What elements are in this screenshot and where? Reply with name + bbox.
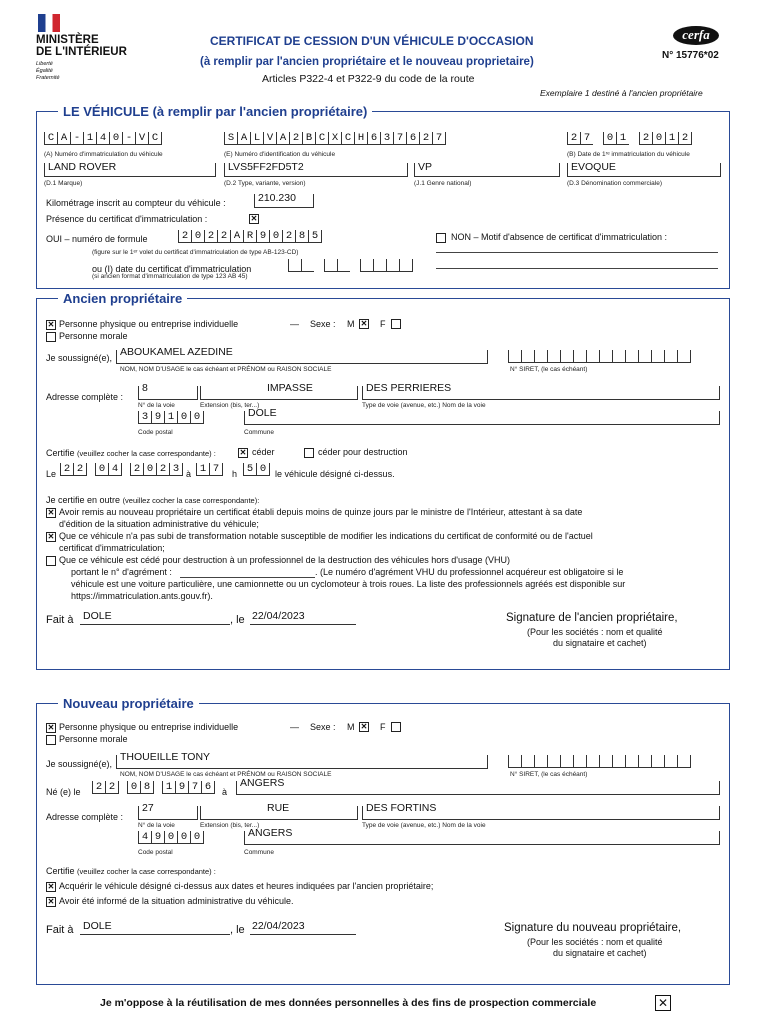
marque-field[interactable] [44, 163, 216, 177]
char-cell[interactable]: 2 [130, 463, 143, 476]
char-cell[interactable]: 1 [83, 132, 96, 145]
ancien-num-voie-label: N° de la voie [138, 402, 175, 409]
ancien-ceder-checkbox[interactable]: ✕ [239, 448, 247, 457]
immat-cells[interactable] [44, 132, 162, 145]
ancien-adresse-label: Adresse complète : [46, 392, 124, 402]
char-cell[interactable] [599, 755, 612, 768]
char-cell[interactable]: 2 [156, 463, 169, 476]
ancien-commune-label: Commune [244, 429, 274, 436]
char-cell[interactable] [612, 350, 625, 363]
republic-logo [38, 14, 60, 32]
ancien-item3-line3: véhicule est une voiture particulière, une camionnette ou un cyclomoteur à trois roues. La liste des professionnels agréés est disponible sur [71, 579, 626, 589]
non-label: NON – Motif d'absence de certificat d'immatriculation : [451, 232, 668, 242]
char-cell[interactable] [521, 350, 534, 363]
char-cell[interactable]: 7 [393, 132, 406, 145]
ministry-name-line1: MINISTÈRE [36, 34, 99, 46]
ancien-soussigne-label: Je soussigné(e), [46, 353, 113, 363]
nouveau-personne-physique-checkbox[interactable]: ✕ [47, 723, 55, 732]
char-cell[interactable] [560, 350, 573, 363]
char-cell[interactable]: B [302, 132, 315, 145]
ancien-destruction-checkbox[interactable] [304, 448, 314, 458]
ancien-personne-physique-label: Personne physique ou entreprise individuelle [59, 319, 239, 329]
char-cell[interactable] [677, 350, 691, 363]
nouveau-birth-place-value: ANGERS [240, 777, 285, 789]
char-cell[interactable]: 0 [177, 411, 190, 424]
char-cell[interactable]: 2 [178, 230, 191, 243]
char-cell[interactable]: 0 [603, 132, 616, 145]
char-cell[interactable] [573, 755, 586, 768]
formule-note: (figure sur le 1ᵉʳ volet du certificat d'immatriculation de type AB-123-CD) [92, 249, 299, 256]
char-cell[interactable]: 1 [665, 132, 678, 145]
char-cell[interactable] [625, 755, 638, 768]
char-cell[interactable]: C [341, 132, 354, 145]
ou-date-label: ou (I) date du certificat d'immatriculation [92, 264, 252, 274]
char-cell[interactable]: 0 [109, 132, 122, 145]
char-cell[interactable]: 3 [138, 411, 151, 424]
char-cell[interactable] [547, 755, 560, 768]
ancien-item1-line1: Avoir remis au nouveau propriétaire un certificat établi depuis moins de quinze jours par le ministre de l'Intérieur, attestant à sa date [59, 507, 583, 517]
char-cell[interactable]: 4 [96, 132, 109, 145]
nouveau-num-voie-label: N° de la voie [138, 822, 175, 829]
genre-value: VP [418, 161, 433, 173]
char-cell[interactable]: C [148, 132, 162, 145]
char-cell[interactable]: 0 [190, 831, 204, 844]
ancien-h-label: h [232, 469, 238, 479]
char-cell[interactable]: A [237, 132, 250, 145]
char-cell[interactable]: 4 [108, 463, 122, 476]
vin-cells[interactable] [224, 132, 446, 145]
char-cell[interactable]: L [250, 132, 263, 145]
char-cell[interactable] [508, 755, 521, 768]
nouveau-m-checkbox[interactable]: ✕ [360, 722, 368, 731]
ancien-num-voie-field[interactable] [138, 382, 198, 400]
char-cell[interactable]: R [243, 230, 256, 243]
nouveau-item1-label: Acquérir le véhicule désigné ci-dessus aux dates et heures indiquées par l'ancien propriétaire; [59, 881, 434, 891]
km-label: Kilométrage inscrit au compteur du véhicule : [46, 198, 226, 208]
nouveau-f-label: F [380, 722, 386, 732]
nouveau-item1-checkbox[interactable]: ✕ [47, 882, 55, 891]
nouveau-personne-morale-checkbox[interactable] [46, 735, 56, 745]
ancien-signature-note2: du signataire et cachet) [553, 638, 647, 648]
ancien-ceder-label: céder [252, 447, 275, 457]
nouveau-fait-lieu-field[interactable] [80, 921, 230, 935]
nouveau-voie-field[interactable] [362, 802, 720, 820]
ancien-fait-date-field[interactable] [250, 611, 356, 625]
char-cell[interactable]: V [135, 132, 148, 145]
nouveau-certifie-label [46, 866, 216, 876]
char-cell[interactable] [373, 259, 386, 272]
ou-date-cells[interactable] [288, 259, 413, 272]
char-cell[interactable] [547, 350, 560, 363]
nouveau-sexe-label: Sexe : [310, 722, 336, 732]
char-cell[interactable] [360, 259, 373, 272]
ancien-certifie-outre [46, 495, 259, 505]
char-cell[interactable] [560, 755, 573, 768]
marque-label: (D.1 Marque) [44, 180, 83, 187]
ancien-nom-field[interactable] [116, 346, 488, 364]
ancien-fait-date-value: 22/04/2023 [252, 610, 305, 622]
nouveau-personne-morale-label: Personne morale [59, 734, 128, 744]
char-cell[interactable]: 3 [169, 463, 183, 476]
char-cell[interactable]: 2 [92, 781, 105, 794]
ancien-cp-cells[interactable] [138, 411, 204, 424]
nouveau-signature-note2: du signataire et cachet) [553, 948, 647, 958]
ancien-item3-line1: Que ce véhicule est cédé pour destruction à un professionnel de la destruction des véhicules hors d'usage (VHU) [59, 555, 510, 565]
char-cell[interactable]: 0 [95, 463, 108, 476]
char-cell[interactable]: 8 [295, 230, 308, 243]
char-cell[interactable]: 6 [406, 132, 419, 145]
ancien-vehicule-designe: le véhicule désigné ci-dessus. [275, 469, 395, 479]
nouveau-adresse-label: Adresse complète : [46, 812, 124, 822]
type-field[interactable] [224, 163, 408, 177]
char-cell[interactable]: 0 [143, 463, 156, 476]
char-cell[interactable]: 0 [256, 463, 270, 476]
char-cell[interactable] [534, 755, 547, 768]
ancien-item3-line2a: portant le n° d'agrément : [71, 567, 172, 577]
ancien-agrement-field[interactable] [180, 567, 315, 578]
char-cell[interactable]: 2 [60, 463, 73, 476]
char-cell[interactable]: 2 [567, 132, 580, 145]
ancien-siret-cells[interactable] [508, 350, 691, 363]
char-cell[interactable]: 0 [269, 230, 282, 243]
char-cell[interactable]: 8 [140, 781, 154, 794]
cell-gap [593, 132, 603, 145]
ancien-le2-label: , le [230, 614, 245, 626]
type-value: LVS5FF2FD5T2 [228, 161, 304, 173]
ancien-hour-cells[interactable] [196, 463, 223, 476]
char-cell[interactable]: 1 [196, 463, 209, 476]
char-cell[interactable]: 2 [419, 132, 432, 145]
char-cell[interactable]: 7 [432, 132, 446, 145]
motif-line-2[interactable] [436, 268, 718, 269]
nouveau-nom-note: NOM, NOM D'USAGE le cas échéant et PRÉNOM ou RAISON SOCIALE [120, 771, 332, 778]
nouveau-siret-cells[interactable] [508, 755, 691, 768]
char-cell[interactable]: 0 [177, 831, 190, 844]
char-cell[interactable]: X [328, 132, 341, 145]
ancien-nom-value: ABOUKAMEL AZEDINE [120, 346, 233, 358]
nouveau-birth-year-cells[interactable] [162, 781, 215, 794]
nouveau-m-label: M [347, 722, 355, 732]
presence-label: Présence du certificat d'immatriculation : [46, 214, 208, 224]
char-cell[interactable]: 9 [175, 781, 188, 794]
ancien-item2-line2: certificat d'immatriculation; [59, 543, 165, 553]
opposition-statement: Je m'oppose à la réutilisation de mes données personnelles à des fins de prospection commerciale [100, 997, 597, 1009]
vehicle-section-title: LE VÉHICULE (à remplir par l'ancien propriétaire) [58, 104, 372, 119]
char-cell[interactable] [664, 350, 677, 363]
char-cell[interactable]: 1 [164, 411, 177, 424]
char-cell[interactable]: 5 [308, 230, 322, 243]
nouveau-cp-cells[interactable] [138, 831, 204, 844]
char-cell[interactable]: 2 [289, 132, 302, 145]
ancien-voie-value: DES PERRIERES [366, 382, 452, 394]
char-cell[interactable] [386, 259, 399, 272]
nouveau-num-voie-value: 27 [142, 802, 154, 814]
cell-gap [629, 132, 639, 145]
char-cell[interactable]: 2 [204, 230, 217, 243]
char-cell[interactable]: 1 [162, 781, 175, 794]
nouveau-certifie-note: (veuillez cocher la case correspondante) : [77, 867, 216, 876]
page-subtitle: (à remplir par l'ancien propriétaire et le nouveau proprietaire) [200, 56, 534, 68]
char-cell[interactable]: 9 [151, 831, 164, 844]
ancien-certifie-note: (veuillez cocher la case correspondante) : [77, 449, 216, 458]
ancien-fait-lieu-value: DOLE [83, 610, 112, 622]
presence-checkbox[interactable]: ✕ [250, 214, 258, 223]
ancien-certifie-outre-note: (veuillez cocher la case correspondante): [122, 496, 260, 505]
char-cell[interactable]: 0 [190, 411, 204, 424]
char-cell[interactable]: 7 [209, 463, 223, 476]
char-cell[interactable] [638, 350, 651, 363]
char-cell[interactable]: C [315, 132, 328, 145]
ancien-nom-note: NOM, NOM D'USAGE le cas échéant et PRÉNOM ou RAISON SOCIALE [120, 366, 332, 373]
char-cell[interactable]: 0 [127, 781, 140, 794]
ancien-extension-field[interactable] [200, 382, 358, 400]
ancien-le-label: Le [46, 469, 57, 479]
char-cell[interactable]: V [263, 132, 276, 145]
ancien-voie-field[interactable] [362, 382, 720, 400]
ou-date-note: (si ancien format d'immatriculation de type 123 AB 45) [92, 273, 248, 280]
page-title: CERTIFICAT DE CESSION D'UN VÉHICULE D'OCCASION [210, 34, 534, 48]
char-cell[interactable]: A [276, 132, 289, 145]
nouveau-le2-label: , le [230, 924, 245, 936]
opposition-checkbox[interactable]: ✕ [655, 995, 671, 1011]
char-cell[interactable] [324, 259, 337, 272]
genre-field[interactable] [414, 163, 560, 177]
char-cell[interactable]: 5 [243, 463, 256, 476]
nouveau-siret-note: N° SIRET, (le cas échéant) [510, 771, 588, 778]
ancien-section-title: Ancien propriétaire [58, 291, 187, 306]
nouveau-dash: — [290, 722, 299, 732]
char-cell[interactable]: 2 [73, 463, 87, 476]
ancien-destruction-label: céder pour destruction [318, 447, 408, 457]
ancien-extension-value: IMPASSE [267, 382, 313, 394]
ancien-item1-line2: d'édition de la situation administrative du véhicule; [59, 519, 259, 529]
char-cell[interactable]: 9 [151, 411, 164, 424]
char-cell[interactable]: 6 [201, 781, 215, 794]
nouveau-f-checkbox[interactable] [391, 722, 401, 732]
nouveau-commune-field[interactable] [244, 827, 720, 845]
ancien-m-label: M [347, 319, 355, 329]
char-cell[interactable] [651, 350, 664, 363]
cell-gap [314, 259, 324, 272]
ancien-item1-checkbox[interactable]: ✕ [47, 508, 55, 517]
char-cell[interactable]: 2 [639, 132, 652, 145]
ancien-item3-line4: https://immatriculation.ants.gouv.fr). [71, 591, 213, 601]
char-cell[interactable] [586, 350, 599, 363]
marque-value: LAND ROVER [48, 161, 117, 173]
nouveau-extension-label: Extension (bis, ter...) [200, 822, 260, 829]
first-registration-date-cells[interactable] [567, 132, 692, 145]
char-cell[interactable] [612, 755, 625, 768]
char-cell[interactable]: - [122, 132, 135, 145]
ancien-certifie-word: Certifie [46, 448, 75, 458]
nouveau-cp-label: Code postal [138, 849, 173, 856]
char-cell[interactable]: 1 [616, 132, 629, 145]
nouveau-commune-value: ANGERS [248, 827, 293, 839]
ancien-year-cells[interactable] [130, 463, 183, 476]
ancien-dash: — [290, 319, 299, 329]
exemplaire-note: Exemplaire 1 destiné à l'ancien propriétaire [540, 88, 703, 98]
first-registration-date-label: (B) Date de 1ʳᵉ immatriculation du véhicule [567, 151, 690, 158]
char-cell[interactable] [638, 755, 651, 768]
char-cell[interactable] [599, 350, 612, 363]
char-cell[interactable] [288, 259, 301, 272]
nouveau-ne-label: Né (e) le [46, 787, 81, 797]
motto-egalite: Égalité [36, 68, 53, 74]
char-cell[interactable]: S [224, 132, 237, 145]
char-cell[interactable]: 2 [282, 230, 295, 243]
char-cell[interactable]: 7 [580, 132, 593, 145]
ancien-m-checkbox[interactable]: ✕ [360, 319, 368, 328]
motif-line-1[interactable] [436, 252, 718, 253]
char-cell[interactable]: 2 [105, 781, 119, 794]
denomination-field[interactable] [567, 163, 721, 177]
nouveau-fait-date-field[interactable] [250, 921, 356, 935]
ancien-a-label: à [186, 469, 192, 479]
nouveau-section-title: Nouveau propriétaire [58, 696, 199, 711]
ancien-signature-note1: (Pour les sociétés : nom et qualité [527, 627, 663, 637]
nouveau-nom-field[interactable] [116, 751, 488, 769]
char-cell[interactable]: 6 [367, 132, 380, 145]
nouveau-certifie-word: Certifie [46, 866, 75, 876]
formule-cells[interactable] [178, 230, 322, 243]
km-value: 210.230 [258, 192, 296, 204]
nouveau-birth-a-label: à [222, 787, 228, 797]
ancien-siret-note: N° SIRET, (le cas échéant) [510, 366, 588, 373]
char-cell[interactable]: 0 [191, 230, 204, 243]
char-cell[interactable] [677, 755, 691, 768]
km-field[interactable] [254, 194, 314, 208]
char-cell[interactable]: 9 [256, 230, 269, 243]
char-cell[interactable]: A [230, 230, 243, 243]
ancien-month-cells[interactable] [95, 463, 122, 476]
ancien-voie-label: Type de voie (avenue, etc.) Nom de la voie [362, 402, 486, 409]
char-cell[interactable] [521, 755, 534, 768]
vin-label: (E) Numéro d'identification du véhicule [224, 151, 336, 158]
char-cell[interactable]: H [354, 132, 367, 145]
char-cell[interactable] [301, 259, 314, 272]
char-cell[interactable] [399, 259, 413, 272]
nouveau-item2-checkbox[interactable]: ✕ [47, 897, 55, 906]
char-cell[interactable] [586, 755, 599, 768]
char-cell[interactable]: 3 [380, 132, 393, 145]
nouveau-birth-day-cells[interactable] [92, 781, 119, 794]
denomination-label: (D.3 Dénomination commerciale) [567, 180, 663, 187]
ancien-cp-label: Code postal [138, 429, 173, 436]
ancien-fait-lieu-field[interactable] [80, 611, 230, 625]
ancien-f-label: F [380, 319, 386, 329]
ancien-item2-line1: Que ce véhicule n'a pas subi de transformation notable susceptible de modifier les indications du certificat de conformité ou de l'actuel [59, 531, 593, 541]
ancien-fait-label: Fait à [46, 614, 74, 626]
nouveau-num-voie-field[interactable] [138, 802, 198, 820]
articles-reference: Articles P322-4 et P322-9 du code de la route [262, 73, 475, 85]
nouveau-personne-physique-label: Personne physique ou entreprise individuelle [59, 722, 239, 732]
ancien-certifie-label [46, 448, 216, 458]
char-cell[interactable] [508, 350, 521, 363]
ancien-commune-value: DOLE [248, 407, 277, 419]
nouveau-item2-label: Avoir été informé de la situation administrative du véhicule. [59, 896, 294, 906]
ancien-personne-morale-checkbox[interactable] [46, 332, 56, 342]
type-label: (D.2 Type, variante, version) [224, 180, 306, 187]
ancien-num-voie-value: 8 [142, 382, 148, 394]
genre-label: (J.1 Genre national) [414, 180, 472, 187]
nouveau-fait-label: Fait à [46, 924, 74, 936]
nouveau-extension-value: RUE [267, 802, 290, 814]
ancien-minute-cells[interactable] [243, 463, 270, 476]
ancien-personne-physique-checkbox[interactable]: ✕ [47, 320, 55, 329]
char-cell[interactable] [534, 350, 547, 363]
char-cell[interactable]: - [70, 132, 83, 145]
nouveau-commune-label: Commune [244, 849, 274, 856]
nouveau-nom-value: THOUEILLE TONY [120, 751, 211, 763]
ancien-item3-checkbox[interactable] [46, 556, 56, 566]
motto-liberte: Liberté [36, 61, 53, 67]
nouveau-fait-lieu-value: DOLE [83, 920, 112, 932]
char-cell[interactable]: 7 [188, 781, 201, 794]
immat-label: (A) Numéro d'immatriculation du véhicule [44, 151, 163, 158]
denomination-value: EVOQUE [571, 161, 616, 173]
ancien-commune-field[interactable] [244, 407, 720, 425]
ministry-name-line2: DE L'INTÉRIEUR [36, 46, 127, 58]
char-cell[interactable] [651, 755, 664, 768]
ancien-personne-morale-label: Personne morale [59, 331, 128, 341]
char-cell[interactable]: 0 [164, 831, 177, 844]
char-cell[interactable]: 0 [652, 132, 665, 145]
char-cell[interactable] [664, 755, 677, 768]
nouveau-extension-field[interactable] [200, 802, 358, 820]
motto-fraternite: Fraternité [36, 75, 60, 81]
nouveau-birth-place-field[interactable] [236, 777, 720, 795]
char-cell[interactable]: A [57, 132, 70, 145]
cerfa-number: N° 15776*02 [662, 50, 719, 61]
char-cell[interactable]: 2 [678, 132, 692, 145]
ancien-day-cells[interactable] [60, 463, 87, 476]
nouveau-birth-month-cells[interactable] [127, 781, 154, 794]
char-cell[interactable]: 2 [217, 230, 230, 243]
char-cell[interactable] [337, 259, 350, 272]
char-cell[interactable]: 4 [138, 831, 151, 844]
char-cell[interactable]: C [44, 132, 57, 145]
char-cell[interactable] [573, 350, 586, 363]
nouveau-fait-date-value: 22/04/2023 [252, 920, 305, 932]
ancien-certifie-outre-label: Je certifie en outre [46, 495, 121, 505]
ancien-item3-line2b: . (Le numéro d'agrément VHU du professionnel acquéreur est obligatoire si le [315, 567, 624, 577]
nouveau-signature-note1: (Pour les sociétés : nom et qualité [527, 937, 663, 947]
nouveau-soussigne-label: Je soussigné(e), [46, 759, 113, 769]
ancien-signature-label: Signature de l'ancien propriétaire, [506, 612, 678, 624]
non-checkbox[interactable] [436, 233, 446, 243]
oui-label: OUI – numéro de formule [46, 234, 148, 244]
char-cell[interactable] [625, 350, 638, 363]
nouveau-voie-label: Type de voie (avenue, etc.) Nom de la voie [362, 822, 486, 829]
nouveau-voie-value: DES FORTINS [366, 802, 437, 814]
ancien-extension-label: Extension (bis, ter...) [200, 402, 260, 409]
ancien-sexe-label: Sexe : [310, 319, 336, 329]
ancien-item2-checkbox[interactable]: ✕ [47, 532, 55, 541]
nouveau-signature-label: Signature du nouveau propriétaire, [504, 922, 682, 934]
ancien-f-checkbox[interactable] [391, 319, 401, 329]
cerfa-logo: cerfa [673, 26, 719, 45]
cell-gap [350, 259, 360, 272]
